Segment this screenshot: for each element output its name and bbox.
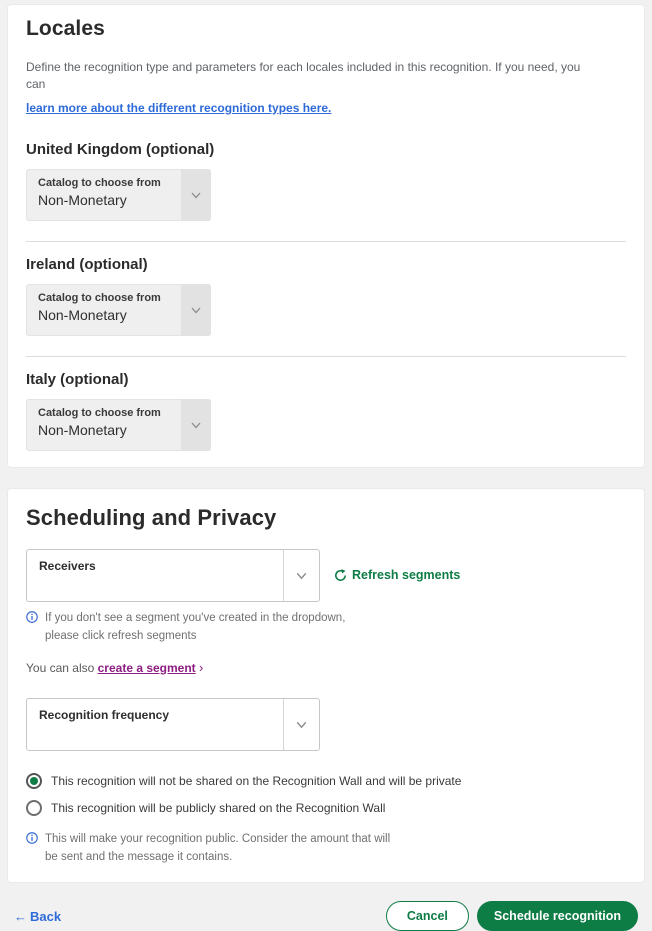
locale-heading: Italy (optional)	[26, 370, 129, 388]
locale-section-uk	[26, 141, 626, 221]
radio-label: This recognition will be publicly shared on the Recognition Wall	[51, 800, 386, 815]
catalog-select-text	[26, 169, 181, 221]
chevron-right-icon: ›	[199, 659, 204, 675]
catalog-select-ireland[interactable]	[26, 284, 211, 336]
select-label: Catalog to choose from	[38, 406, 161, 419]
chevron-down-icon	[283, 699, 319, 750]
section-divider	[26, 241, 626, 242]
back-link[interactable]	[14, 909, 61, 924]
select-value: Non-Monetary	[38, 191, 127, 208]
learn-more-link[interactable]: learn more about the different recognition types here.	[26, 100, 332, 115]
frequency-row	[26, 698, 626, 751]
privacy-note-text: This will make your recognition public. Consider the amount that will be sent and the message it contains.	[45, 832, 391, 863]
create-segment-line	[26, 660, 626, 675]
select-label: Catalog to choose from	[38, 176, 161, 189]
select-value: Non-Monetary	[38, 306, 127, 323]
locales-title: Locales	[26, 17, 105, 40]
locales-card	[7, 4, 645, 468]
schedule-recognition-button[interactable]: Schedule recognition	[477, 901, 638, 931]
radio-button[interactable]	[26, 800, 42, 816]
chevron-down-icon	[181, 169, 211, 221]
scheduling-title: Scheduling and Privacy	[26, 504, 277, 530]
section-divider	[26, 356, 626, 357]
arrow-left-icon: ←	[14, 908, 27, 924]
select-label: Catalog to choose from	[38, 291, 161, 304]
receivers-row	[26, 549, 626, 602]
back-label: Back	[30, 908, 62, 924]
footer-bar	[7, 883, 645, 931]
refresh-segments-label: Refresh segments	[352, 568, 461, 583]
refresh-icon	[334, 569, 347, 582]
locale-section-ireland	[26, 256, 626, 336]
locale-heading: Ireland (optional)	[26, 255, 148, 273]
locale-section-italy	[26, 371, 626, 451]
chevron-down-icon	[181, 399, 211, 451]
privacy-note	[26, 830, 626, 867]
info-icon	[26, 832, 38, 867]
frequency-select-text	[27, 699, 283, 750]
receivers-select[interactable]	[26, 549, 320, 602]
footer-buttons	[386, 901, 638, 931]
create-segment-prefix: You can also	[26, 660, 98, 675]
catalog-select-italy[interactable]	[26, 399, 211, 451]
receivers-note	[26, 609, 626, 646]
privacy-radio-public[interactable]	[26, 800, 626, 816]
frequency-select[interactable]	[26, 698, 320, 751]
catalog-select-text	[26, 284, 181, 336]
select-label: Receivers	[39, 558, 96, 573]
catalog-select-text	[26, 399, 181, 451]
info-icon	[26, 611, 38, 646]
privacy-radio-private[interactable]	[26, 773, 626, 789]
radio-button[interactable]	[26, 773, 42, 789]
catalog-select-uk[interactable]	[26, 169, 211, 221]
chevron-down-icon	[283, 550, 319, 601]
create-segment-link[interactable]: create a segment	[97, 660, 196, 675]
locales-description: Define the recognition type and parameters for each locales included in this recognition. If you need, you can	[26, 60, 581, 92]
select-value: Non-Monetary	[38, 421, 127, 438]
scheduling-card	[7, 488, 645, 884]
chevron-down-icon	[181, 284, 211, 336]
receivers-note-text: If you don't see a segment you've created in the dropdown, please click refresh segments	[45, 611, 346, 643]
radio-label: This recognition will not be shared on the Recognition Wall and will be private	[51, 773, 462, 788]
refresh-segments-link[interactable]	[334, 568, 460, 582]
select-label: Recognition frequency	[39, 707, 170, 722]
locale-heading: United Kingdom (optional)	[26, 140, 215, 158]
cancel-button[interactable]: Cancel	[386, 901, 469, 931]
receivers-select-text	[27, 550, 283, 601]
